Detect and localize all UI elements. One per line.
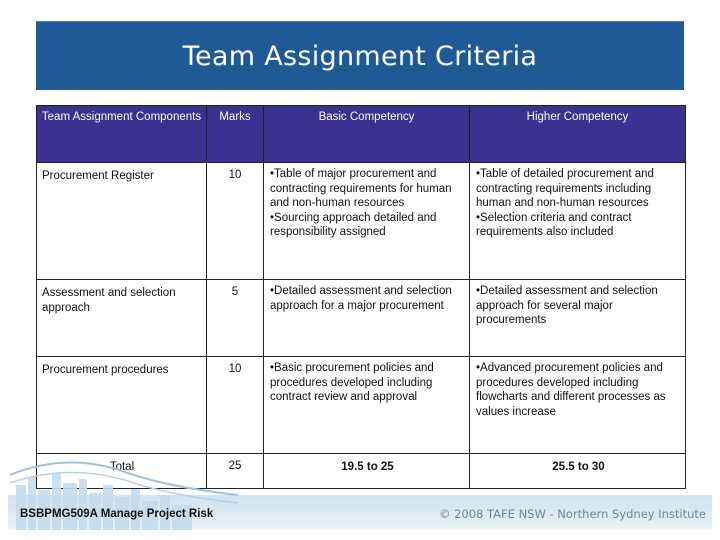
row-higher xyxy=(470,357,686,454)
title-bar xyxy=(36,21,684,90)
table-row xyxy=(37,163,686,280)
row-component: Assessment and selection approach xyxy=(37,280,207,357)
higher-bullet: •Advanced procurement policies and procedures developed including flowcharts and different processes as values increase xyxy=(476,362,666,418)
higher-bullet: •Table of detailed procurement and contracting requirements including human and non-human resources xyxy=(476,168,654,209)
higher-bullet: •Detailed assessment and selection approach for several major procurements xyxy=(476,285,658,326)
row-marks: 10 xyxy=(207,163,264,280)
basic-bullet: •Table of major procurement and contracting requirements for human and non-human resources xyxy=(270,168,452,209)
total-basic: 19.5 to 25 xyxy=(264,454,470,489)
higher-bullet: •Selection criteria and contract requirements also included xyxy=(476,211,632,238)
row-component: Procurement Register xyxy=(37,163,207,280)
basic-bullet: •Sourcing approach detailed and responsibility assigned xyxy=(270,211,437,238)
copyright-label: © 2008 TAFE NSW - Northern Sydney Institute xyxy=(438,507,706,521)
table-row xyxy=(37,357,686,454)
page-title: Team Assignment Criteria xyxy=(182,40,538,72)
row-basic xyxy=(264,357,470,454)
row-basic xyxy=(264,280,470,357)
criteria-table xyxy=(36,105,686,489)
total-marks: 25 xyxy=(207,454,264,489)
row-higher xyxy=(470,280,686,357)
header-marks: Marks xyxy=(207,106,264,163)
total-label: Total xyxy=(37,454,207,489)
row-marks: 10 xyxy=(207,357,264,454)
row-basic xyxy=(264,163,470,280)
total-higher: 25.5 to 30 xyxy=(470,454,686,489)
table-header-row xyxy=(37,106,686,163)
row-marks: 5 xyxy=(207,280,264,357)
row-component: Procurement procedures xyxy=(37,357,207,454)
table-row xyxy=(37,280,686,357)
course-code-label: BSBPMG509A Manage Project Risk xyxy=(20,508,214,520)
row-higher xyxy=(470,163,686,280)
basic-bullet: •Basic procurement policies and procedures developed including contract review and approval xyxy=(270,362,434,403)
header-higher-competency: Higher Competency xyxy=(470,106,686,163)
header-basic-competency: Basic Competency xyxy=(264,106,470,163)
basic-bullet: •Detailed assessment and selection approach for a major procurement xyxy=(270,285,452,312)
header-components: Team Assignment Components xyxy=(37,106,207,163)
